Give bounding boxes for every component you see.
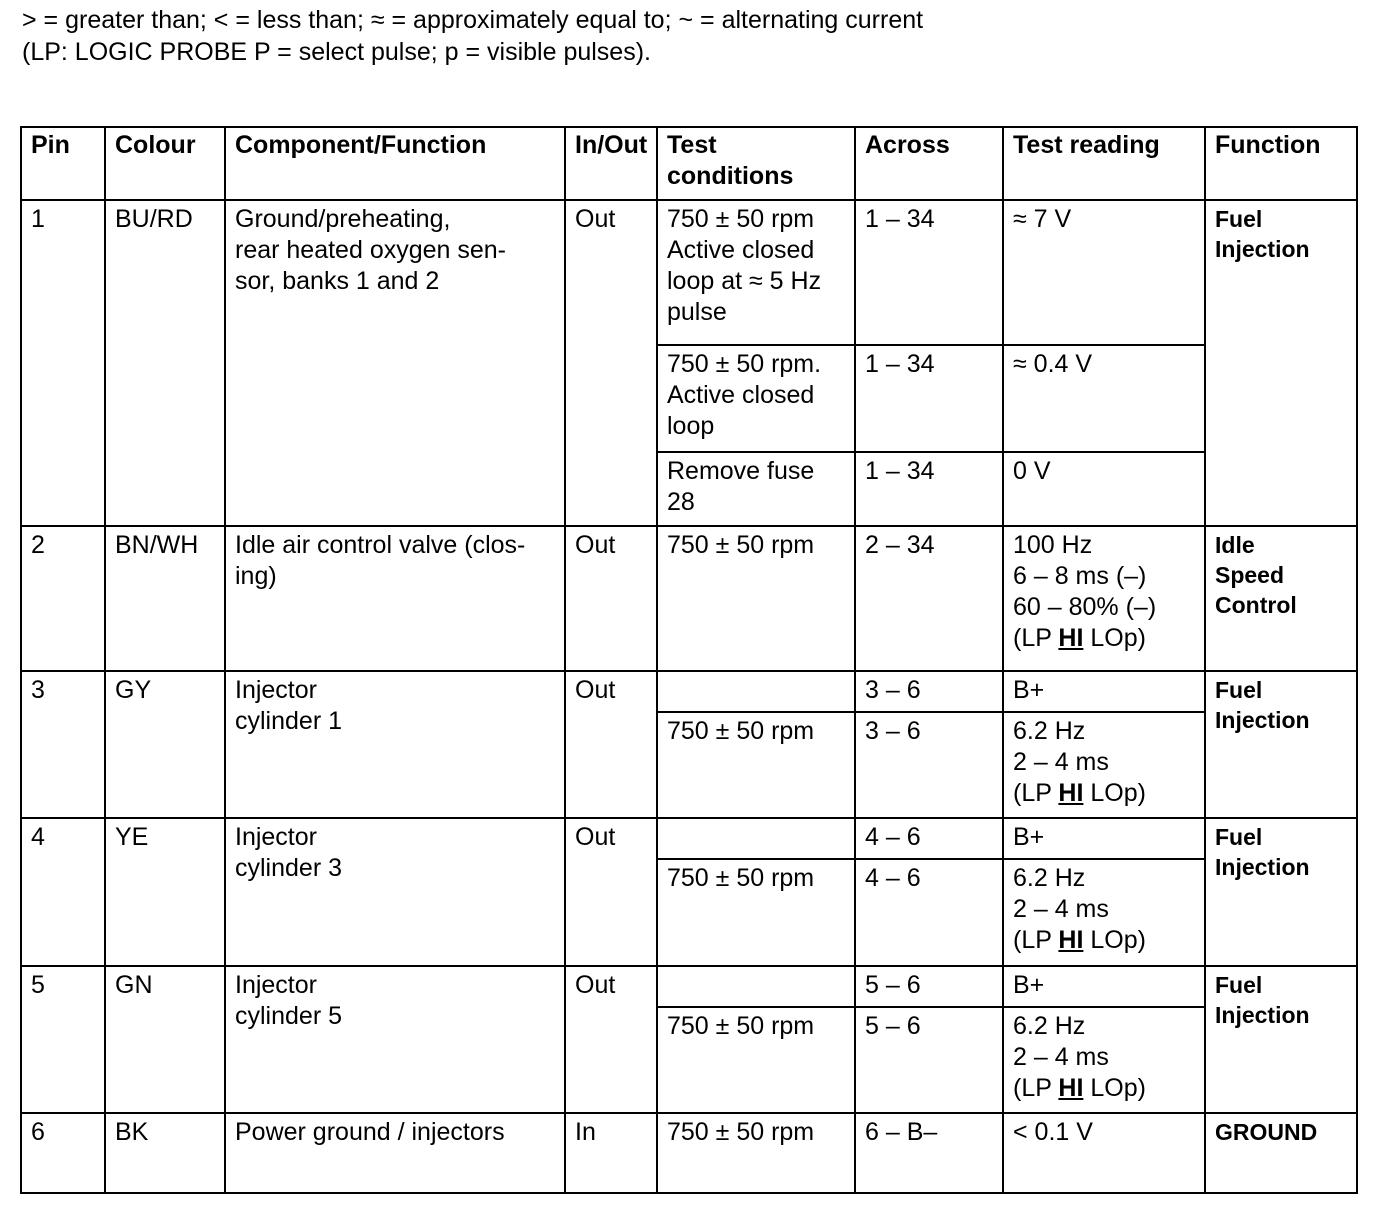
logic-probe-reading: [1013, 925, 1195, 956]
condition-line: [667, 822, 845, 853]
across-cell: 1 – 34: [855, 200, 1003, 345]
reading-line: B+: [1013, 823, 1045, 852]
test-conditions-cell: [657, 1007, 855, 1113]
lp-hi: HI: [1058, 779, 1084, 808]
test-conditions-cell: [657, 818, 855, 859]
component-line: Injector: [235, 823, 317, 852]
lp-suffix: LOp): [1083, 926, 1146, 955]
header-row: [21, 127, 1357, 200]
logic-probe-reading: [1013, 1073, 1195, 1104]
inout-cell: In: [565, 1113, 657, 1193]
across-cell: 1 – 34: [855, 452, 1003, 526]
across-cell: 4 – 6: [855, 859, 1003, 965]
lp-prefix: (LP: [1013, 779, 1059, 808]
reading-line: ≈ 7 V: [1013, 205, 1072, 233]
legend-line-2: (LP: LOGIC PROBE P = select pulse; p = visible pulses).: [22, 38, 651, 66]
component-line: cylinder 5: [235, 1001, 342, 1030]
condition-line: 750 ± 50 rpm: [667, 864, 815, 893]
reading-line: 6.2 Hz: [1013, 717, 1086, 746]
reading-line: 2 – 4 ms: [1013, 748, 1109, 777]
function-line: Control: [1215, 592, 1297, 619]
inout-cell: Out: [565, 671, 657, 818]
lp-suffix: LOp): [1083, 1073, 1146, 1102]
test-conditions-cell: [657, 345, 855, 452]
pin-cell: 4: [21, 818, 105, 965]
test-reading-cell: [1003, 966, 1205, 1007]
inout-cell: Out: [565, 526, 657, 671]
test-reading-cell: [1003, 1007, 1205, 1113]
test-reading-cell: [1003, 671, 1205, 712]
condition-line: [667, 970, 845, 1001]
condition-line: 750 ± 50 rpm.: [667, 350, 822, 379]
condition-line: Remove fuse: [667, 457, 815, 486]
header-colour: Colour: [105, 127, 225, 200]
pin-cell: 6: [21, 1113, 105, 1193]
pin-cell: 2: [21, 526, 105, 671]
condition-line: 750 ± 50 rpm: [667, 531, 815, 560]
lp-hi: HI: [1058, 1073, 1084, 1102]
legend-line-1: > = greater than; < = less than; ≈ = approximately equal to; ~ = alternating current: [22, 6, 924, 34]
pin-cell: 1: [21, 200, 105, 526]
table-body: [21, 200, 1357, 1193]
function-cell: [1205, 966, 1357, 1113]
lp-prefix: (LP: [1013, 624, 1059, 653]
across-cell: 4 – 6: [855, 818, 1003, 859]
colour-cell: BU/RD: [105, 200, 225, 526]
logic-probe-reading: [1013, 623, 1195, 654]
reading-line: < 0.1 V: [1013, 1117, 1093, 1146]
colour-cell: GN: [105, 966, 225, 1113]
lp-prefix: (LP: [1013, 1073, 1059, 1102]
condition-line: 750 ± 50 rpm: [667, 717, 815, 746]
condition-line: 750 ± 50 rpm: [667, 1011, 815, 1040]
header-test-conditions-line: Test: [667, 131, 717, 159]
reading-line: 2 – 4 ms: [1013, 895, 1109, 924]
function-line: Fuel: [1215, 677, 1263, 704]
component-cell: [225, 526, 565, 671]
across-cell: 3 – 6: [855, 712, 1003, 818]
test-conditions-cell: [657, 966, 855, 1007]
component-cell: [225, 818, 565, 965]
test-reading-cell: [1003, 345, 1205, 452]
condition-line: 28: [667, 488, 695, 517]
component-cell: [225, 671, 565, 818]
function-line: Injection: [1215, 1001, 1310, 1028]
component-line: cylinder 1: [235, 707, 342, 736]
test-reading-cell: [1003, 1113, 1205, 1193]
test-conditions-cell: [657, 452, 855, 526]
pin-test-table: [20, 126, 1358, 1194]
logic-probe-reading: [1013, 778, 1195, 809]
lp-hi: HI: [1058, 624, 1084, 653]
across-cell: 5 – 6: [855, 966, 1003, 1007]
reading-line: 6 – 8 ms (–): [1013, 562, 1147, 591]
colour-cell: BN/WH: [105, 526, 225, 671]
lp-suffix: LOp): [1083, 779, 1146, 808]
table-row: [21, 526, 1357, 671]
function-line: Idle: [1215, 532, 1255, 559]
condition-line: pulse: [667, 298, 727, 326]
colour-cell: YE: [105, 818, 225, 965]
inout-cell: Out: [565, 200, 657, 526]
test-reading-cell: [1003, 200, 1205, 345]
across-cell: 2 – 34: [855, 526, 1003, 671]
reading-line: 100 Hz: [1013, 531, 1093, 560]
test-reading-cell: [1003, 712, 1205, 818]
reading-line: 6.2 Hz: [1013, 1011, 1086, 1040]
reading-line: 0 V: [1013, 457, 1051, 486]
header-across: Across: [855, 127, 1003, 200]
condition-line: [667, 675, 845, 706]
reading-line: ≈ 0.4 V: [1013, 350, 1093, 379]
header-pin: Pin: [21, 127, 105, 200]
reading-line: 6.2 Hz: [1013, 864, 1086, 893]
test-reading-cell: [1003, 452, 1205, 526]
function-line: Injection: [1215, 236, 1310, 262]
function-cell: [1205, 200, 1357, 526]
function-line: GROUND: [1215, 1118, 1318, 1145]
condition-line: 750 ± 50 rpm: [667, 1117, 815, 1146]
component-line: ing): [235, 562, 277, 591]
condition-line: loop: [667, 412, 715, 441]
table-row: [21, 1113, 1357, 1193]
function-line: Fuel: [1215, 971, 1263, 998]
lp-suffix: LOp): [1083, 624, 1146, 653]
header-test-conditions-line: conditions: [667, 162, 794, 190]
table-row: [21, 671, 1357, 712]
header-function: Function: [1205, 127, 1357, 200]
pin-cell: 5: [21, 966, 105, 1113]
colour-cell: BK: [105, 1113, 225, 1193]
reading-line: 60 – 80% (–): [1013, 593, 1157, 622]
table-row: [21, 966, 1357, 1007]
across-cell: 3 – 6: [855, 671, 1003, 712]
header-test-reading: Test reading: [1003, 127, 1205, 200]
component-cell: [225, 966, 565, 1113]
component-line: Idle air control valve (clos-: [235, 531, 526, 560]
colour-cell: GY: [105, 671, 225, 818]
table-row: [21, 200, 1357, 345]
test-conditions-cell: [657, 200, 855, 345]
component-line: rear heated oxygen sen-: [235, 236, 507, 264]
header-test-conditions: [657, 127, 855, 200]
function-line: Fuel: [1215, 206, 1263, 232]
across-cell: 6 – B–: [855, 1113, 1003, 1193]
header-inout: In/Out: [565, 127, 657, 200]
function-line: Injection: [1215, 854, 1310, 881]
component-line: sor, banks 1 and 2: [235, 267, 440, 295]
condition-line: loop at ≈ 5 Hz: [667, 267, 822, 295]
across-cell: 5 – 6: [855, 1007, 1003, 1113]
condition-line: 750 ± 50 rpm: [667, 205, 815, 233]
component-line: Power ground / injectors: [235, 1117, 505, 1146]
function-line: Injection: [1215, 707, 1310, 734]
test-conditions-cell: [657, 526, 855, 671]
component-line: Injector: [235, 970, 317, 999]
function-cell: [1205, 671, 1357, 818]
component-cell: [225, 1113, 565, 1193]
inout-cell: Out: [565, 818, 657, 965]
test-conditions-cell: [657, 859, 855, 965]
lp-prefix: (LP: [1013, 926, 1059, 955]
component-line: Injector: [235, 676, 317, 705]
reading-line: B+: [1013, 676, 1045, 705]
header-component: Component/Function: [225, 127, 565, 200]
across-cell: 1 – 34: [855, 345, 1003, 452]
component-line: cylinder 3: [235, 854, 342, 883]
reading-line: 2 – 4 ms: [1013, 1042, 1109, 1071]
lp-hi: HI: [1058, 926, 1084, 955]
component-line: Ground/preheating,: [235, 205, 451, 233]
component-cell: [225, 200, 565, 526]
test-conditions-cell: [657, 712, 855, 818]
test-reading-cell: [1003, 526, 1205, 671]
test-reading-cell: [1003, 859, 1205, 965]
test-reading-cell: [1003, 818, 1205, 859]
function-cell: [1205, 526, 1357, 671]
function-line: Fuel: [1215, 824, 1263, 851]
condition-line: Active closed: [667, 381, 815, 410]
inout-cell: Out: [565, 966, 657, 1113]
condition-line: Active closed: [667, 236, 815, 264]
pin-cell: 3: [21, 671, 105, 818]
function-cell: [1205, 818, 1357, 965]
function-line: Speed: [1215, 562, 1285, 589]
test-conditions-cell: [657, 1113, 855, 1193]
function-cell: [1205, 1113, 1357, 1193]
reading-line: B+: [1013, 970, 1045, 999]
test-conditions-cell: [657, 671, 855, 712]
table-row: [21, 818, 1357, 859]
legend: [22, 4, 923, 68]
